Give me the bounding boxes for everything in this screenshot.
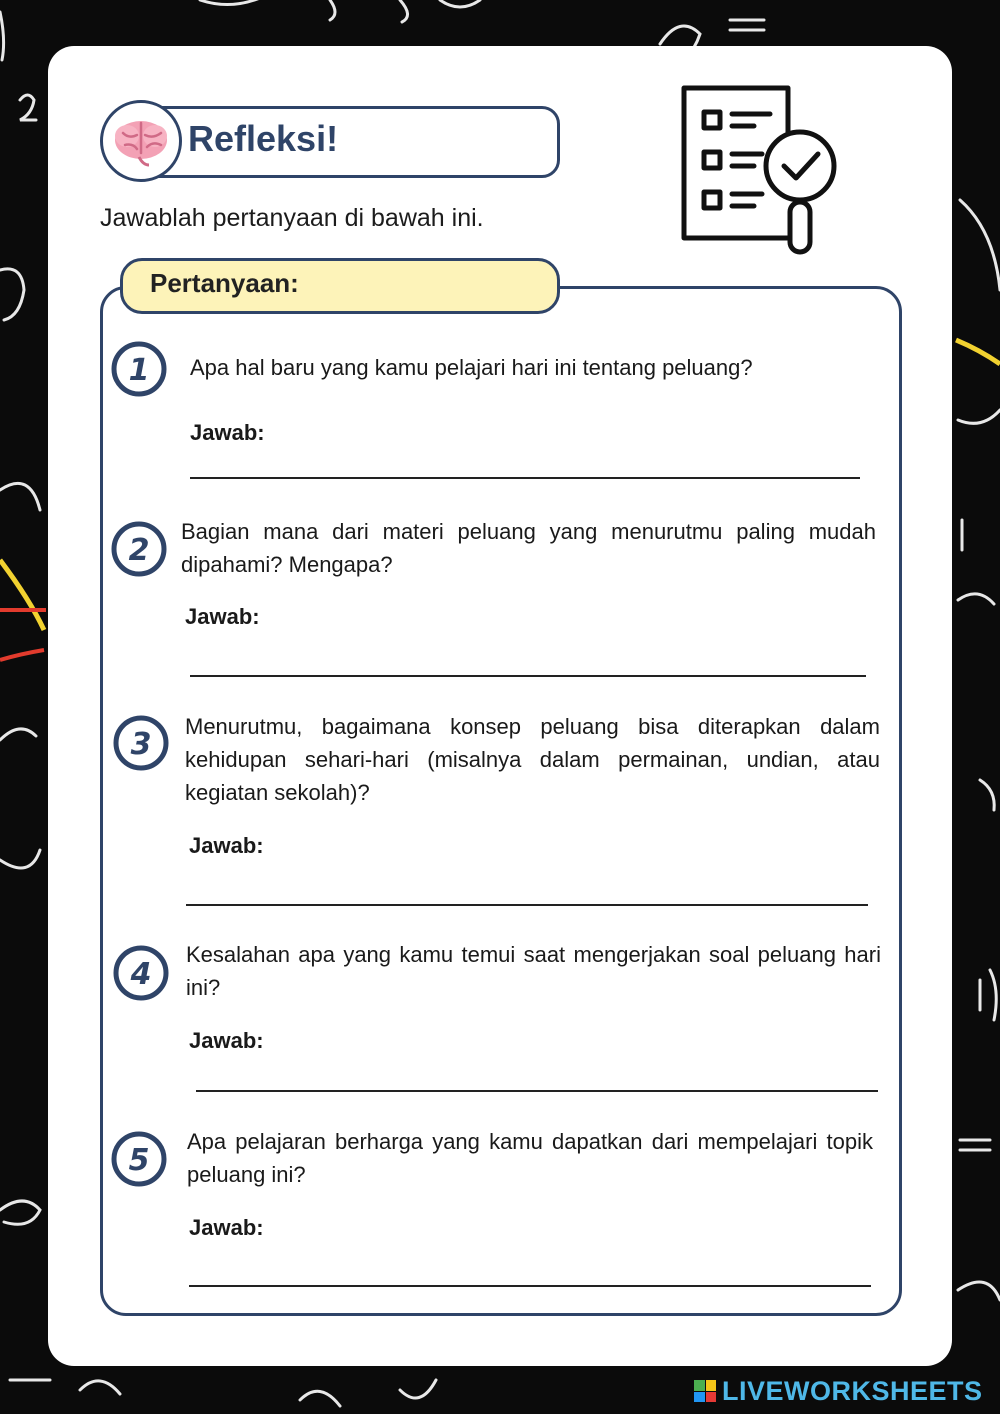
number-1-label: 1 <box>128 353 150 388</box>
question-2-text: Bagian mana dari materi peluang yang menurutmu paling mudah dipahami? Mengapa? <box>181 519 876 577</box>
liveworksheets-logo-icon <box>694 1380 716 1402</box>
number-4-icon <box>112 944 170 1002</box>
question-5-text: Apa pelajaran berharga yang kamu dapatkan dari mempelajari topik peluang ini? <box>187 1129 873 1187</box>
question-4-text: Kesalahan apa yang kamu temui saat mengerjakan soal peluang hari ini? <box>186 942 881 1000</box>
question-1-text: Apa hal baru yang kamu pelajari hari ini tentang peluang? <box>190 355 753 380</box>
number-5-icon <box>110 1130 168 1188</box>
watermark-text: LIVEWORKSHEETS <box>722 1375 983 1406</box>
number-3-icon <box>112 714 170 772</box>
number-5-label: 5 <box>128 1143 150 1178</box>
answer-2-field[interactable] <box>190 675 866 677</box>
answer-5-label: Jawab: <box>189 1215 264 1240</box>
liveworksheets-watermark <box>694 1376 983 1406</box>
answer-5-field[interactable] <box>189 1285 871 1287</box>
answer-4-label: Jawab: <box>189 1028 264 1053</box>
number-2-icon <box>110 520 168 578</box>
answer-3-label: Jawab: <box>189 833 264 858</box>
number-1-icon <box>110 340 168 398</box>
answer-3-field[interactable] <box>186 904 868 906</box>
number-3-label: 3 <box>130 727 152 762</box>
brain-badge <box>100 100 182 182</box>
answer-4-field[interactable] <box>196 1090 878 1092</box>
question-3-text: Menurutmu, bagaimana konsep peluang bisa diterapkan dalam kehidupan sehari-hari (misalnya dalam permainan, undian, atau kegiatan sekolah)? <box>185 714 880 805</box>
panel-tab-label: Pertanyaan: <box>150 268 299 298</box>
checklist-magnifier-icon <box>676 80 846 260</box>
number-2-label: 2 <box>128 533 150 568</box>
answer-1-field[interactable] <box>190 477 860 479</box>
instruction-text: Jawablah pertanyaan di bawah ini. <box>100 204 484 232</box>
number-4-label: 4 <box>130 957 152 992</box>
answer-1-label: Jawab: <box>190 420 265 445</box>
answer-2-label: Jawab: <box>185 604 260 629</box>
brain-icon <box>103 103 179 179</box>
page-title: Refleksi! <box>188 118 339 159</box>
